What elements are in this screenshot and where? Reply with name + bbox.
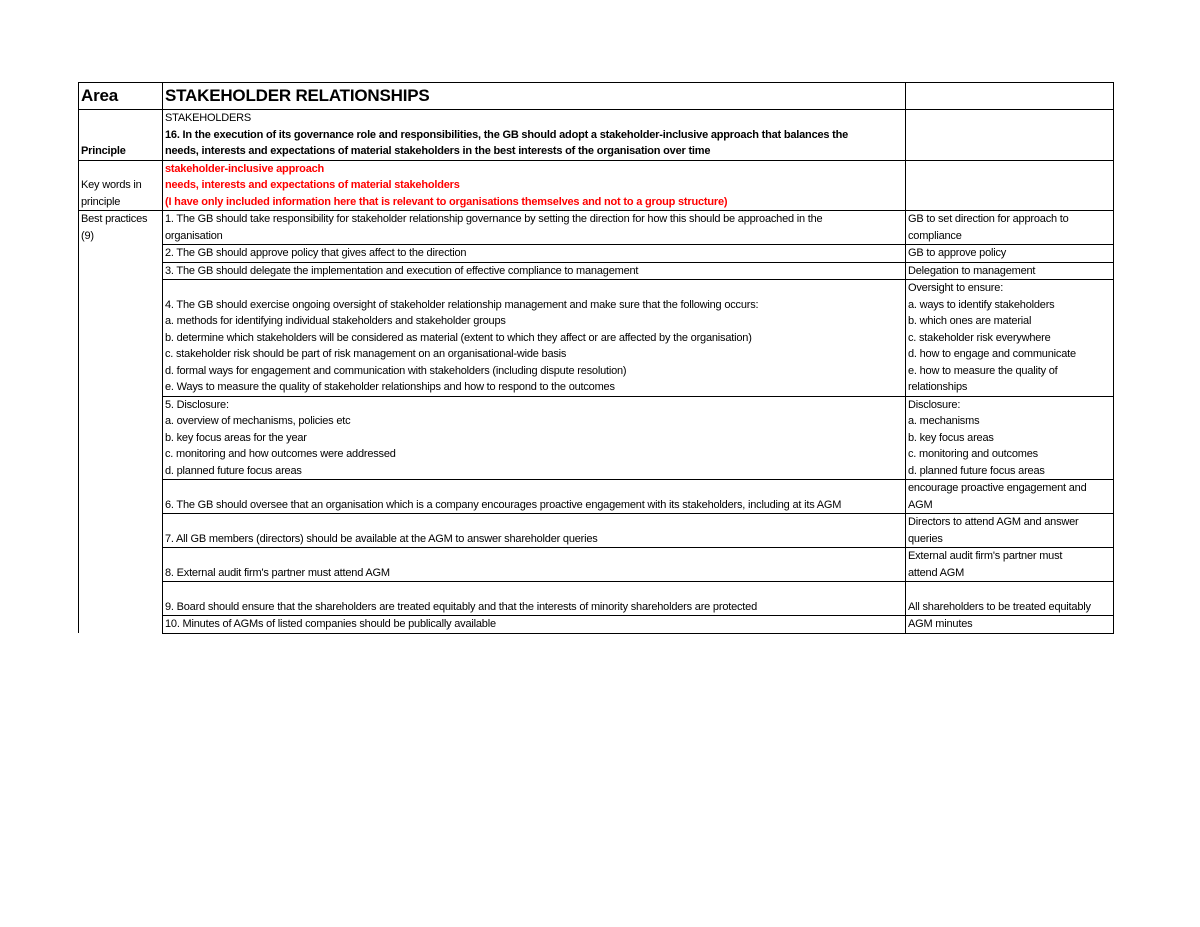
bp5-summary-line-4: c. monitoring and outcomes	[908, 448, 1038, 460]
principle-line-1: STAKEHOLDERS	[165, 112, 252, 124]
bp7-summary-line-2: queries	[908, 532, 943, 545]
bp4-line-5: d. formal ways for engagement and communication with stakeholders (including dispute resolution)	[165, 364, 627, 377]
bp4-summary-line-1: Oversight to ensure:	[908, 282, 1004, 294]
best-practices-label	[79, 211, 163, 634]
best-practice-row-6	[79, 480, 1114, 514]
principle-row	[79, 110, 1114, 161]
best-practice-text-3: 3. The GB should delegate the implementation and execution of effective compliance to management	[163, 262, 906, 280]
bp6-summary-line-2: AGM	[908, 498, 933, 511]
bp4-summary-line-5: d. how to engage and communicate	[908, 348, 1076, 360]
area-header-cell: Area	[79, 83, 163, 110]
bp4-summary-line-7: relationships	[908, 381, 968, 393]
best-practice-text-8: 8. External audit firm's partner must attend AGM	[163, 548, 906, 582]
best-practice-row-5	[79, 396, 1114, 480]
bp4-line-2: a. methods for identifying individual stakeholders and stakeholder groups	[165, 315, 506, 327]
best-practices-label-line-1: Best practices	[81, 213, 148, 225]
principle-line-3: needs, interests and expectations of material stakeholders in the best interests of the organisation over time	[165, 145, 711, 157]
principle-text-cell	[163, 110, 906, 161]
key-words-line-2: needs, interests and expectations of material stakeholders	[165, 179, 460, 191]
bp4-line-6: e. Ways to measure the quality of stakeholder relationships and how to respond to the outcomes	[165, 381, 615, 393]
header-row	[79, 83, 1114, 110]
best-practice-text-4	[163, 280, 906, 397]
best-practice-summary-6	[906, 480, 1114, 514]
best-practice-summary-3: Delegation to management	[906, 262, 1114, 280]
best-practice-summary-7	[906, 514, 1114, 548]
bp1-line-2: organisation	[165, 229, 223, 242]
bp4-summary-line-4: c. stakeholder risk everywhere	[908, 331, 1051, 344]
bp4-summary-line-2: a. ways to identify stakeholders	[908, 298, 1055, 311]
bp1-summary-line-2: compliance	[908, 229, 962, 242]
best-practice-summary-10: AGM minutes	[906, 616, 1114, 634]
key-words-line-1: stakeholder-inclusive approach	[165, 162, 325, 175]
bp1-summary-line-1: GB to set direction for approach to	[908, 213, 1069, 225]
key-words-row	[79, 160, 1114, 211]
best-practice-text-10: 10. Minutes of AGMs of listed companies should be publically available	[163, 616, 906, 634]
best-practice-row-3	[79, 262, 1114, 280]
bp4-summary-line-3: b. which ones are material	[908, 315, 1032, 327]
bp5-line-1: 5. Disclosure:	[165, 398, 229, 411]
bp4-line-1: 4. The GB should exercise ongoing oversight of stakeholder relationship management and make sure that the following occurs:	[165, 298, 759, 311]
best-practice-row-2	[79, 245, 1114, 263]
key-words-label-line-2: principle	[81, 195, 121, 208]
best-practice-text-1	[163, 211, 906, 245]
best-practice-row-7	[79, 514, 1114, 548]
bp4-line-4: c. stakeholder risk should be part of risk management on an organisational-wide basis	[165, 348, 567, 360]
best-practices-label-line-2: (9)	[81, 229, 94, 242]
bp7-summary-line-1: Directors to attend AGM and answer	[908, 516, 1079, 528]
best-practice-text-5	[163, 396, 906, 480]
principle-summary-cell	[906, 110, 1114, 161]
principle-line-2: 16. In the execution of its governance role and responsibilities, the GB should adopt a stakeholder-inclusive approach that balances the	[165, 128, 849, 141]
best-practice-row-4	[79, 280, 1114, 397]
best-practice-summary-1	[906, 211, 1114, 245]
best-practice-row-10	[79, 616, 1114, 634]
bp6-summary-line-1: encourage proactive engagement and	[908, 482, 1087, 494]
best-practice-summary-5	[906, 396, 1114, 480]
key-words-line-3: (I have only included information here that is relevant to organisations themselves and not to a group structure)	[165, 195, 728, 208]
key-words-text-cell	[163, 160, 906, 211]
principle-label: Principle	[79, 110, 163, 161]
title-cell: STAKEHOLDER RELATIONSHIPS	[163, 83, 906, 110]
best-practice-text-7: 7. All GB members (directors) should be available at the AGM to answer shareholder queries	[163, 514, 906, 548]
best-practice-summary-8	[906, 548, 1114, 582]
bp5-line-3: b. key focus areas for the year	[165, 431, 307, 444]
best-practice-summary-4	[906, 280, 1114, 397]
stakeholder-relationships-table	[78, 82, 1114, 634]
best-practice-row-1	[79, 211, 1114, 245]
header-empty-cell	[906, 83, 1114, 110]
key-words-summary-cell	[906, 160, 1114, 211]
key-words-label-line-1: Key words in	[81, 179, 142, 191]
best-practice-row-8	[79, 548, 1114, 582]
bp5-line-4: c. monitoring and how outcomes were addressed	[165, 448, 396, 460]
bp5-summary-line-3: b. key focus areas	[908, 431, 994, 444]
bp5-line-5: d. planned future focus areas	[165, 464, 302, 477]
key-words-label	[79, 160, 163, 211]
bp1-line-1: 1. The GB should take responsibility for stakeholder relationship governance by setting the direction for how this should be approached in the	[165, 213, 823, 225]
best-practice-summary-2: GB to approve policy	[906, 245, 1114, 263]
bp5-line-2: a. overview of mechanisms, policies etc	[165, 415, 351, 427]
best-practice-text-9: 9. Board should ensure that the shareholders are treated equitably and that the interests of minority shareholders are protected	[163, 582, 906, 616]
best-practice-text-6: 6. The GB should oversee that an organisation which is a company encourages proactive engagement with its stakeholders, including at its AGM	[163, 480, 906, 514]
bp8-summary-line-1: External audit firm's partner must	[908, 550, 1063, 562]
bp4-line-3: b. determine which stakeholders will be considered as material (extent to which they affect or are affected by the organisation)	[165, 331, 752, 344]
bp5-summary-line-5: d. planned future focus areas	[908, 464, 1045, 477]
best-practice-text-2: 2. The GB should approve policy that gives affect to the direction	[163, 245, 906, 263]
best-practice-row-9	[79, 582, 1114, 616]
best-practice-summary-9: All shareholders to be treated equitably	[906, 582, 1114, 616]
bp5-summary-line-1: Disclosure:	[908, 398, 961, 411]
bp5-summary-line-2: a. mechanisms	[908, 415, 980, 427]
bp4-summary-line-6: e. how to measure the quality of	[908, 364, 1058, 377]
bp8-summary-line-2: attend AGM	[908, 566, 965, 579]
